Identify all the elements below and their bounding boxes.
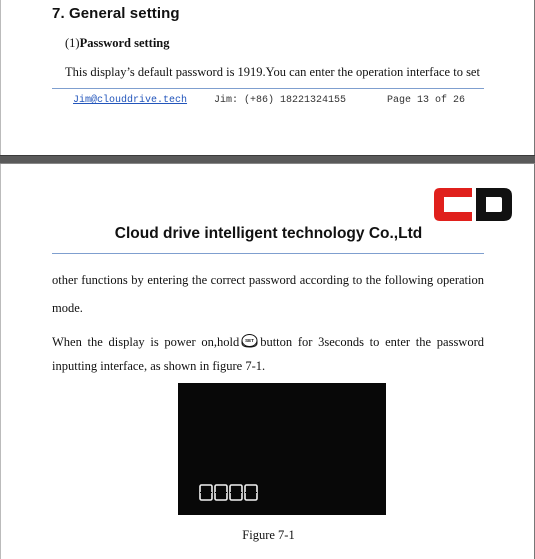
set-button-icon <box>241 334 258 348</box>
document-page-13 <box>0 0 535 155</box>
footer-phone: Jim: (+86) 18221324155 <box>214 95 347 106</box>
body-text-line: other functions by entering the correct password according to the following operation <box>52 273 484 287</box>
header-divider <box>52 253 484 254</box>
body-text-fragment: When the display is power on,hold <box>52 335 240 349</box>
footer-divider <box>52 88 484 89</box>
body-text-line: mode. <box>52 301 83 315</box>
subsection-number: (1) <box>65 36 80 50</box>
document-page-14 <box>0 164 535 559</box>
footer-email-link[interactable]: Jim@clouddrive.tech <box>73 95 188 106</box>
section-title: 7. General setting <box>52 5 180 22</box>
display-screen-figure <box>178 383 386 515</box>
cd-logo-icon <box>434 188 512 221</box>
body-text-line <box>52 334 484 350</box>
svg-text:SET: SET <box>245 338 255 344</box>
figure-caption: Figure 7-1 <box>242 528 295 542</box>
subsection-label: Password setting <box>79 36 170 50</box>
page-separator <box>0 155 535 164</box>
body-text-fragment: button for 3seconds to enter the password <box>260 335 484 349</box>
footer-page-number: Page 13 of 26 <box>387 95 466 106</box>
body-text-line: This display’s default password is 1919.You can enter the operation interface to set <box>65 65 480 79</box>
body-text-line: inputting interface, as shown in figure 7-1. <box>52 359 266 373</box>
subsection-title <box>65 36 170 51</box>
company-header: Cloud drive intelligent technology Co.,Ltd <box>114 225 423 242</box>
password-digits-display <box>199 484 259 501</box>
